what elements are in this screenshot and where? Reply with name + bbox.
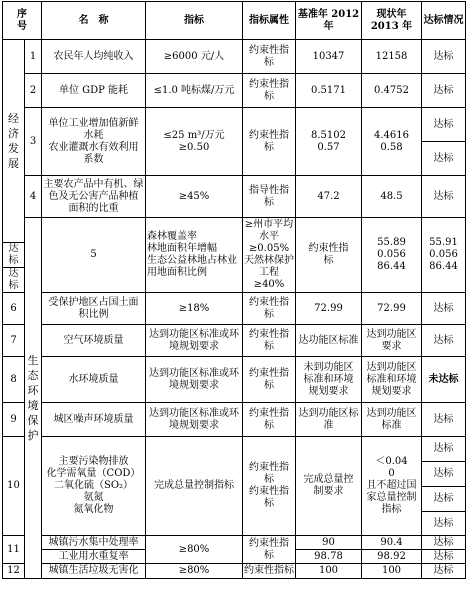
row-name: 工业用水重复率 — [42, 550, 146, 564]
row-base: 55.89 0.056 86.44 — [362, 218, 422, 293]
row-base: 72.99 — [296, 293, 362, 325]
header-status: 达标情况 — [422, 2, 466, 40]
row-name: 农民年人均纯收入 — [42, 40, 146, 74]
row-no: 2 — [25, 74, 42, 108]
row-base: 10347 — [296, 40, 362, 74]
row-no: 12 — [3, 564, 25, 579]
row-attr: 约束性指 标 — [296, 218, 362, 293]
row-name: 水环境质量 — [42, 357, 146, 403]
row-status: 达标 — [422, 536, 466, 550]
row-status: 达标 — [422, 293, 466, 325]
row-status: 达标 — [422, 40, 466, 74]
row-base: 100 — [296, 564, 362, 579]
row-name: 主要农产品中有机、绿 色及无公害产品种植 面积的比重 — [42, 176, 146, 218]
row-name: 城区噪声环境质量 — [42, 403, 146, 437]
header-current: 现状年 2013 年 — [362, 2, 422, 40]
row-status: 达标 — [3, 243, 25, 268]
header-row — [3, 2, 466, 40]
row-no: 7 — [3, 325, 25, 357]
row-base: 达到功能区标 准 — [296, 403, 362, 437]
row-current: 48.5 — [362, 176, 422, 218]
category-economic: 经 济 发 展 — [3, 40, 25, 243]
row-base: 47.2 — [296, 176, 362, 218]
table-row — [3, 293, 466, 325]
row-target: ≤1.0 吨标煤/万元 — [146, 74, 243, 108]
row-target: ≥80% — [146, 564, 243, 579]
row-name: 单位 GDP 能耗 — [42, 74, 146, 108]
table-row — [3, 74, 466, 108]
row-attr: 约束性指 标 — [243, 108, 296, 176]
table-row — [3, 40, 466, 74]
table-row — [3, 437, 466, 462]
row-base: 98.78 — [296, 550, 362, 564]
row-target: 完成总量控制指标 — [146, 437, 243, 536]
row-no: 8 — [3, 357, 25, 403]
row-status: 达标 — [422, 487, 466, 512]
row-attr: 约束性指 标 约束性指 标 — [243, 437, 296, 536]
table-row — [3, 564, 466, 579]
indicator-table — [2, 1, 466, 579]
category-ecological: 生 态 环 境 保 护 — [25, 218, 42, 579]
row-base: 0.5171 — [296, 74, 362, 108]
row-target: 达到功能区标准或环 境规划要求 — [146, 357, 243, 403]
header-base: 基准年 2012 年 — [296, 2, 362, 40]
row-current: 达到功能区 标准和环境 规划要求 — [362, 357, 422, 403]
row-status: 达标 — [3, 268, 25, 293]
row-target: ≥6000 元/人 — [146, 40, 243, 74]
row-current: 90.4 — [362, 536, 422, 550]
row-attr: 约束性指 标 — [243, 40, 296, 74]
row-status: 达标 — [422, 176, 466, 218]
row-attr: 约束性指 标 — [243, 74, 296, 108]
row-current: 100 — [362, 564, 422, 579]
row-name: 主要污染物排放 化学需氧量（COD） 二氧化硫（SO₂） 氨氮 氮氧化物 — [42, 437, 146, 536]
row-current: ＜0.04 0 且不超过国 家总量控制 指标 — [362, 437, 422, 536]
row-base: 90 — [296, 536, 362, 550]
row-name: 受保护地区占国土面 积比例 — [42, 293, 146, 325]
row-name: 空气环境质量 — [42, 325, 146, 357]
row-status: 未达标 — [422, 357, 466, 403]
row-attr: 约束性指 标 — [243, 293, 296, 325]
row-attr: 指导性指 标 — [243, 176, 296, 218]
row-no: 5 — [42, 218, 146, 293]
row-target: ≥18% — [146, 293, 243, 325]
row-target: 达到功能区标准或环 境规划要求 — [146, 403, 243, 437]
table-row — [3, 218, 466, 243]
row-target: ≥45% — [146, 176, 243, 218]
row-name: 单位工业增加值新鲜 水耗 农业灌溉水有效利用 系数 — [42, 108, 146, 176]
row-status: 达标 — [422, 512, 466, 536]
header-attr: 指标属性 — [243, 2, 296, 40]
row-attr: 约束性指 标 — [243, 325, 296, 357]
row-status: 达标 — [422, 74, 466, 108]
row-no: 4 — [25, 176, 42, 218]
row-no: 10 — [3, 437, 25, 536]
row-no: 3 — [25, 108, 42, 176]
row-name: 城镇生活垃圾无害化 — [42, 564, 146, 579]
row-target: ≤25 m³/万元 ≥0.50 — [146, 108, 243, 176]
table-row — [3, 108, 466, 142]
row-status: 达标 — [422, 462, 466, 487]
row-current: 达到功能区 标准 — [362, 403, 422, 437]
row-target: ≥州市平均水平 ≥0.05% 天然林保护工程 ≥40% — [243, 218, 296, 293]
row-base: 8.5102 0.57 — [296, 108, 362, 176]
row-no: 6 — [3, 293, 25, 325]
row-base: 未到功能区 标准和环境 规划要求 — [296, 357, 362, 403]
row-no: 1 — [25, 40, 42, 74]
table-row — [3, 176, 466, 218]
row-no: 11 — [3, 536, 25, 564]
row-status: 达标 — [422, 564, 466, 579]
row-base: 完成总量控 制要求 — [296, 437, 362, 536]
row-status: 达标 — [422, 437, 466, 462]
row-status: 达标 — [422, 550, 466, 564]
row-status: 达标 — [422, 108, 466, 142]
row-attr: 约束性指 标 — [243, 357, 296, 403]
row-name: 森林覆盖率 林地面积年增幅 生态公益林地占林业 用地面积比例 — [146, 218, 243, 293]
row-base: 达功能区标准 — [296, 325, 362, 357]
row-current: 12158 — [362, 40, 422, 74]
table-row — [3, 357, 466, 403]
row-status: 达标 — [422, 403, 466, 437]
row-attr: 约束性指标 — [243, 564, 296, 579]
row-status: 达标 — [422, 325, 466, 357]
header-no: 序 号 — [3, 2, 42, 40]
row-attr: 约束性指 标 — [243, 536, 296, 564]
row-current: 达到功能区 要求 — [362, 325, 422, 357]
row-target: ≥80% — [146, 536, 243, 564]
header-target: 指标 — [146, 2, 243, 40]
table-row — [3, 325, 466, 357]
row-current: 55.91 0.056 86.44 — [422, 218, 466, 293]
row-current: 98.92 — [362, 550, 422, 564]
row-target: 达到功能区标准或环 境规划要求 — [146, 325, 243, 357]
row-name: 城镇污水集中处理率 — [42, 536, 146, 550]
table-row — [3, 403, 466, 437]
table-row — [3, 536, 466, 550]
row-status: 达标 — [422, 142, 466, 176]
row-current: 72.99 — [362, 293, 422, 325]
row-current: 0.4752 — [362, 74, 422, 108]
row-no: 9 — [3, 403, 25, 437]
header-name: 名 称 — [42, 2, 146, 40]
row-current: 4.4616 0.58 — [362, 108, 422, 176]
row-attr: 约束性指 标 — [243, 403, 296, 437]
